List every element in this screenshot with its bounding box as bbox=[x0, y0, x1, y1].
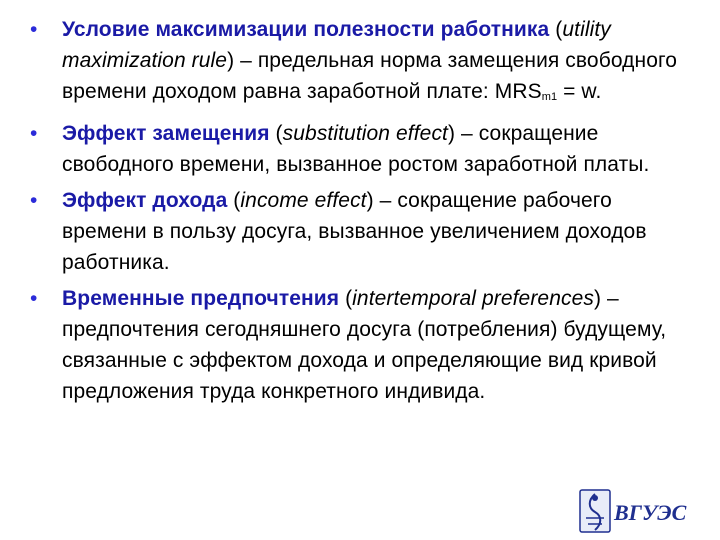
bullet-item-income-effect: • Эффект дохода (income effect) – сокращение рабочего времени в пользу досуга, вызванное увеличением доходов работника. bbox=[30, 185, 700, 278]
bullet-item-intertemporal-preferences: • Временные предпочтения (intertemporal preferences) – предпочтения сегодняшнего досуга (потребления) будущему, связанные с эффектом дохода и определяющие вид кривой предложения труда конкретного индивида. bbox=[30, 283, 700, 407]
logo-text: ВГУЭС bbox=[614, 500, 687, 525]
english-term: utility maximization rule bbox=[62, 18, 611, 72]
bullet-icon: • bbox=[30, 18, 38, 41]
bullet-icon: • bbox=[30, 189, 38, 212]
bullet-item-utility-maximization: • Условие максимизации полезности работника (utility maximization rule) – предельная норма замещения свободного времени доходом равна заработной плате: $MRS_{m1} = w$. bbox=[30, 14, 700, 113]
bullet-icon: • bbox=[30, 122, 38, 145]
term-label: Эффект замещения bbox=[62, 122, 270, 145]
bullet-item-substitution-effect: • Эффект замещения (substitution effect) – сокращение свободного времени, вызванное ростом заработной платы. bbox=[30, 118, 700, 180]
bullet-icon: • bbox=[30, 287, 38, 310]
university-logo bbox=[578, 488, 704, 534]
bullet-list bbox=[30, 14, 700, 412]
term-label: Условие максимизации полезности работника bbox=[62, 18, 550, 41]
definition-text: ) – сокращение свободного времени, вызванное ростом заработной платы. bbox=[62, 122, 650, 176]
subscript: m1 bbox=[541, 91, 558, 103]
term-label: Временные предпочтения bbox=[62, 287, 340, 310]
english-term: intertemporal preferences bbox=[352, 287, 594, 310]
term-label: Эффект дохода bbox=[62, 189, 228, 212]
english-term: income effect bbox=[240, 189, 367, 212]
definition-text: ) – предпочтения сегодняшнего досуга (потребления) будущему, связанные с эффектом дохода и определяющие вид кривой предложения труда конкретного индивида. bbox=[62, 287, 667, 403]
english-term: substitution effect bbox=[282, 122, 448, 145]
definition-text: ) – предельная норма замещения свободного времени доходом равна заработной плате: MRS bbox=[62, 49, 678, 103]
definition-text: ) – сокращение рабочего времени в пользу досуга, вызванное увеличением доходов работника. bbox=[62, 189, 647, 274]
university-emblem-icon bbox=[580, 490, 610, 532]
